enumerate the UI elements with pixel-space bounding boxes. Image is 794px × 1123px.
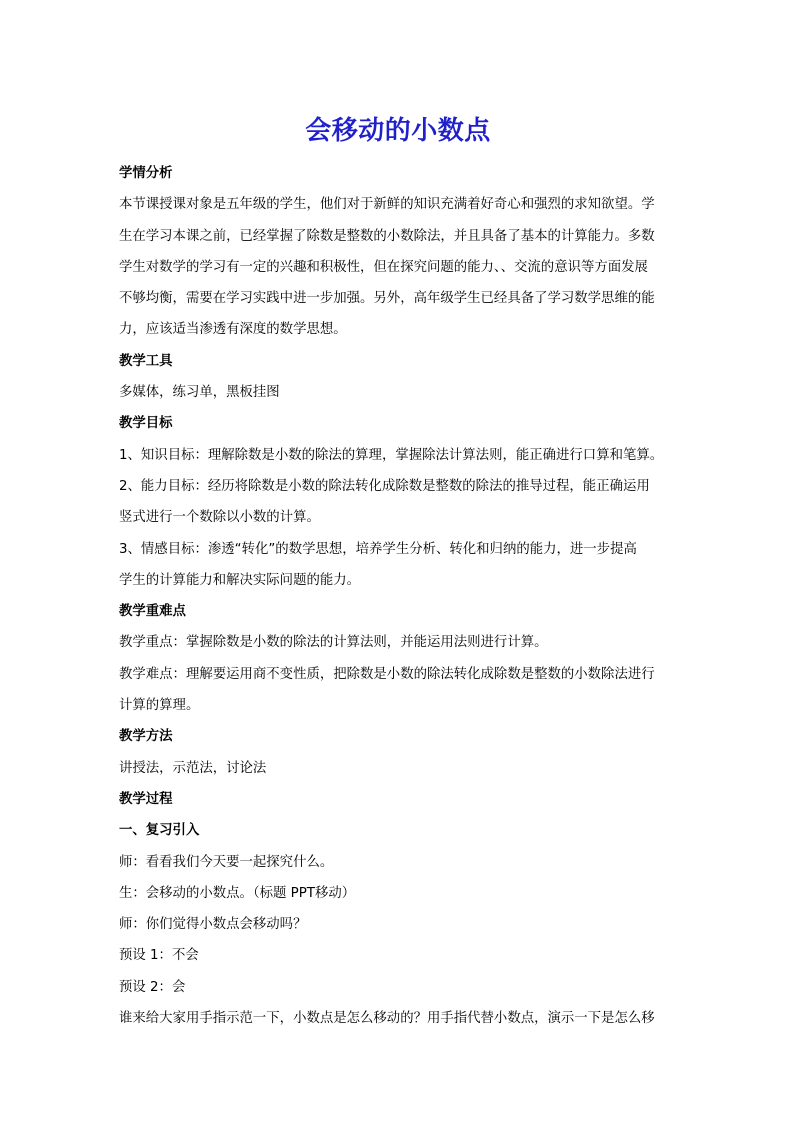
document-title: 会移动的小数点	[305, 116, 491, 146]
section-heading: 教学过程	[119, 791, 173, 807]
body-text-line: 力，应该适当渗透有深度的数学思想。	[119, 322, 347, 338]
document-page	[119, 108, 677, 1034]
body-text-line: 学生的计算能力和解决实际问题的能力。	[119, 572, 361, 588]
body-text-line: 师：看看我们今天要一起探究什么。	[119, 854, 334, 870]
body-text-line: 生：会移动的小数点。（标题 PPT移动）	[119, 885, 356, 901]
section-heading: 教学方法	[119, 729, 173, 745]
body-text-line: 预设 1：不会	[119, 948, 199, 964]
document-body	[119, 158, 677, 1034]
body-text-line: 竖式进行一个数除以小数的计算。	[119, 510, 320, 526]
subsection-heading: 一、复习引入	[119, 823, 200, 839]
body-text-line: 1、知识目标：理解除数是小数的除法的算理，掌握除法计算法则，能正确进行口算和笔算。	[119, 447, 664, 463]
body-text-line: 师：你们觉得小数点会移动吗？	[119, 917, 307, 933]
body-text-line: 预设 2：会	[119, 979, 186, 995]
body-text-line: 教学难点：理解要运用商不变性质，把除数是小数的除法转化成除数是整数的小数除法进行	[119, 666, 655, 682]
body-text-line: 多媒体，练习单，黑板挂图	[119, 385, 280, 401]
body-text-line: 不够均衡，需要在学习实践中进一步加强。另外，高年级学生已经具备了学习数学思维的能	[119, 291, 655, 307]
body-text-line: 学生对数学的学习有一定的兴趣和积极性，但在探究问题的能力、、交流的意识等方面发展	[119, 259, 648, 275]
section-heading: 教学工具	[119, 353, 173, 369]
body-text-line: 2、能力目标：经历将除数是小数的除法转化成除数是整数的除法的推导过程，能正确运用	[119, 478, 650, 494]
section-heading: 教学重难点	[119, 604, 186, 620]
section-heading: 学情分析	[119, 166, 173, 181]
body-text-line: 计算的算理。	[119, 698, 200, 714]
body-text-line: 3、情感目标：渗透“转化”的数学思想，培养学生分析、转化和归纳的能力，进一步提高	[119, 541, 637, 557]
body-text-line: 生在学习本课之前，已经掌握了除数是整数的小数除法，并且具备了基本的计算能力。多数	[119, 228, 655, 244]
section-heading: 教学目标	[119, 416, 173, 432]
body-text-line: 教学重点：掌握除数是小数的除法的计算法则，并能运用法则进行计算。	[119, 635, 548, 651]
body-text-line: 本节课授课对象是五年级的学生，他们对于新鲜的知识充满着好奇心和强烈的求知欲望。学	[119, 197, 655, 213]
body-text-line: 讲授法，示范法，讨论法	[119, 760, 267, 776]
body-text-line: 谁来给大家用手指示范一下，小数点是怎么移动的？用手指代替小数点，演示一下是怎么移	[119, 1011, 655, 1027]
